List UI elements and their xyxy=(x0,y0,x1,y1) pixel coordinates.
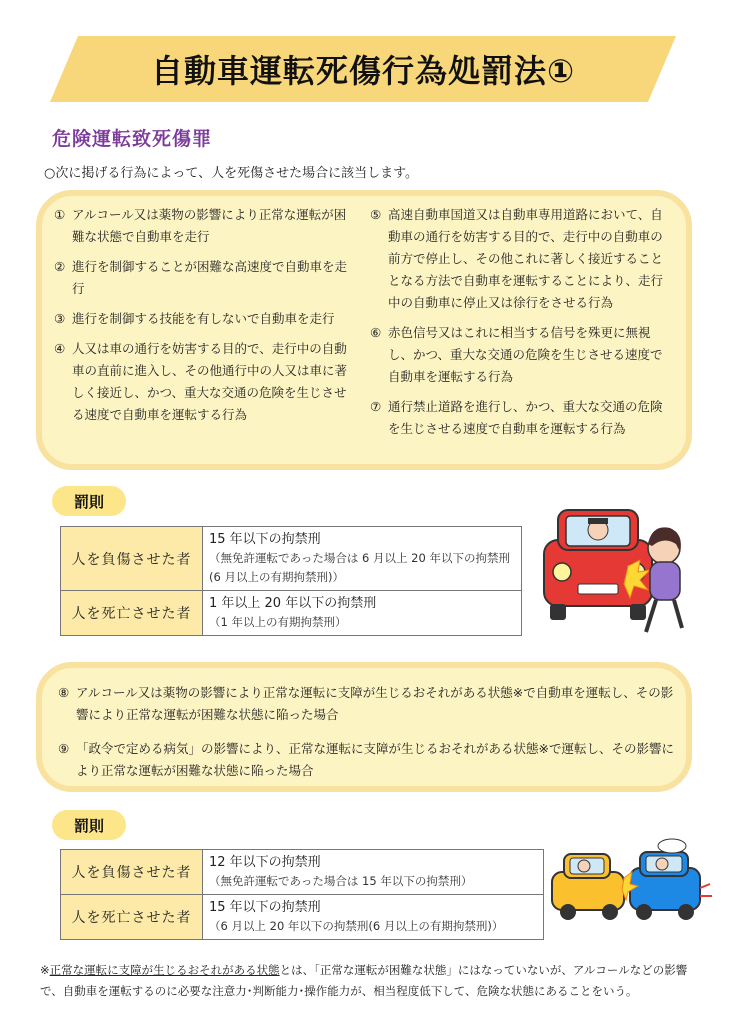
injury-label: 人を負傷させた者 xyxy=(61,850,203,895)
act-text: 進行を制御することが困難な高速度で自動車を走行 xyxy=(72,259,348,296)
footnote-prefix: ※ xyxy=(40,963,50,977)
acts-2-list xyxy=(58,682,678,794)
act-number: ⑥ xyxy=(370,325,382,340)
car-accident-illustration xyxy=(536,500,696,640)
act-item xyxy=(54,308,354,330)
act-number: ⑧ xyxy=(58,685,70,700)
injury-penalty xyxy=(203,527,522,591)
table-row xyxy=(61,895,544,940)
act-item xyxy=(54,256,354,300)
act-number: ⑤ xyxy=(370,207,382,222)
table-row xyxy=(61,850,544,895)
act-text: 高速自動車国道又は自動車専用道路において、自動車の通行を妨害する目的で、走行中の自動車の前方で停止し、その他これに著しく接近することとなる方法で自動車を運転することにより、走行中の自動車に停止又は徐行をさせる行為 xyxy=(388,207,664,310)
acts-left-column xyxy=(54,204,354,434)
page-title: 自動車運転死傷行為処罰法① xyxy=(150,52,576,90)
section-heading: 危険運転致死傷罪 xyxy=(52,128,213,150)
penalty-table-2 xyxy=(60,849,544,940)
act-number: ③ xyxy=(54,311,66,326)
footnote-term: 正常な運転に支障が生じるおそれがある状態 xyxy=(49,963,280,977)
act-text: 人又は車の通行を妨害する目的で、走行中の自動車の直前に進入し、その他通行中の人又は車に著しく接近し、かつ、重大な交通の危険を生じさせる速度で自動車を運転する行為 xyxy=(72,341,348,422)
act-item xyxy=(54,338,354,426)
act-item xyxy=(370,322,670,388)
injury-penalty-note: （無免許運転であった場合は 6 月以上 20 年以下の拘禁刑(6 月以上の有期拘禁刑)） xyxy=(209,551,510,584)
act-item xyxy=(370,396,670,440)
act-text: アルコール又は薬物の影響により正常な運転が困難な状態で自動車を走行 xyxy=(72,207,347,244)
title-banner xyxy=(48,34,678,104)
footnote xyxy=(40,960,700,1002)
act-item xyxy=(54,204,354,248)
death-penalty-note: （1 年以上の有期拘禁刑） xyxy=(209,615,347,629)
penalty-table-1 xyxy=(60,526,522,636)
act-text: 赤色信号又はこれに相当する信号を殊更に無視し、かつ、重大な交通の危険を生じさせる速度で自動車を運転する行為 xyxy=(388,325,663,384)
act-number: ② xyxy=(54,259,66,274)
act-item xyxy=(58,682,678,726)
act-text: 進行を制御する技能を有しないで自動車を走行 xyxy=(72,311,335,326)
act-number: ⑦ xyxy=(370,399,382,414)
act-text: 通行禁止道路を進行し、かつ、重大な交通の危険を生じさせる速度で自動車を運転する行為 xyxy=(388,399,663,436)
penalty-badge: 罰則 xyxy=(52,486,126,516)
death-penalty xyxy=(203,591,522,636)
death-penalty-main: 15 年以下の拘禁刑 xyxy=(209,900,321,915)
death-penalty xyxy=(203,895,544,940)
injury-penalty-main: 15 年以下の拘禁刑 xyxy=(209,532,321,547)
penalty-badge: 罰則 xyxy=(52,810,126,840)
act-text: アルコール又は薬物の影響により正常な運転に支障が生じるおそれがある状態※で自動車を運転し、その影響により正常な運転が困難な状態に陥った場合 xyxy=(76,685,674,722)
act-number: ① xyxy=(54,207,66,222)
act-item xyxy=(370,204,670,314)
table-row xyxy=(61,591,522,636)
injury-label: 人を負傷させた者 xyxy=(61,527,203,591)
car-collision-illustration xyxy=(548,838,713,928)
death-label: 人を死亡させた者 xyxy=(61,591,203,636)
footnote-body: とは、「正常な運転が困難な状態」にはなっていないが、アルコールなどの影響で、自動車を運転するのに必要な注意力･判断能力･操作能力が、相当程度低下して、危険な状態にあることをいう。 xyxy=(40,963,688,998)
intro-text: ○次に掲げる行為によって、人を死傷させた場合に該当します。 xyxy=(44,166,419,181)
death-penalty-note: （6 月以上 20 年以下の拘禁刑(6 月以上の有期拘禁刑)） xyxy=(209,919,504,933)
injury-penalty-note: （無免許運転であった場合は 15 年以下の拘禁刑） xyxy=(209,874,473,888)
injury-penalty xyxy=(203,850,544,895)
injury-penalty-main: 12 年以下の拘禁刑 xyxy=(209,855,321,870)
death-penalty-main: 1 年以上 20 年以下の拘禁刑 xyxy=(209,596,377,611)
act-item xyxy=(58,738,678,782)
act-text: 「政令で定める病気」の影響により、正常な運転に支障が生じるおそれがある状態※で運転し、その影響により正常な運転が困難な状態に陥った場合 xyxy=(76,741,674,778)
act-number: ⑨ xyxy=(58,741,70,756)
act-number: ④ xyxy=(54,341,66,356)
death-label: 人を死亡させた者 xyxy=(61,895,203,940)
table-row xyxy=(61,527,522,591)
acts-right-column xyxy=(370,204,670,448)
